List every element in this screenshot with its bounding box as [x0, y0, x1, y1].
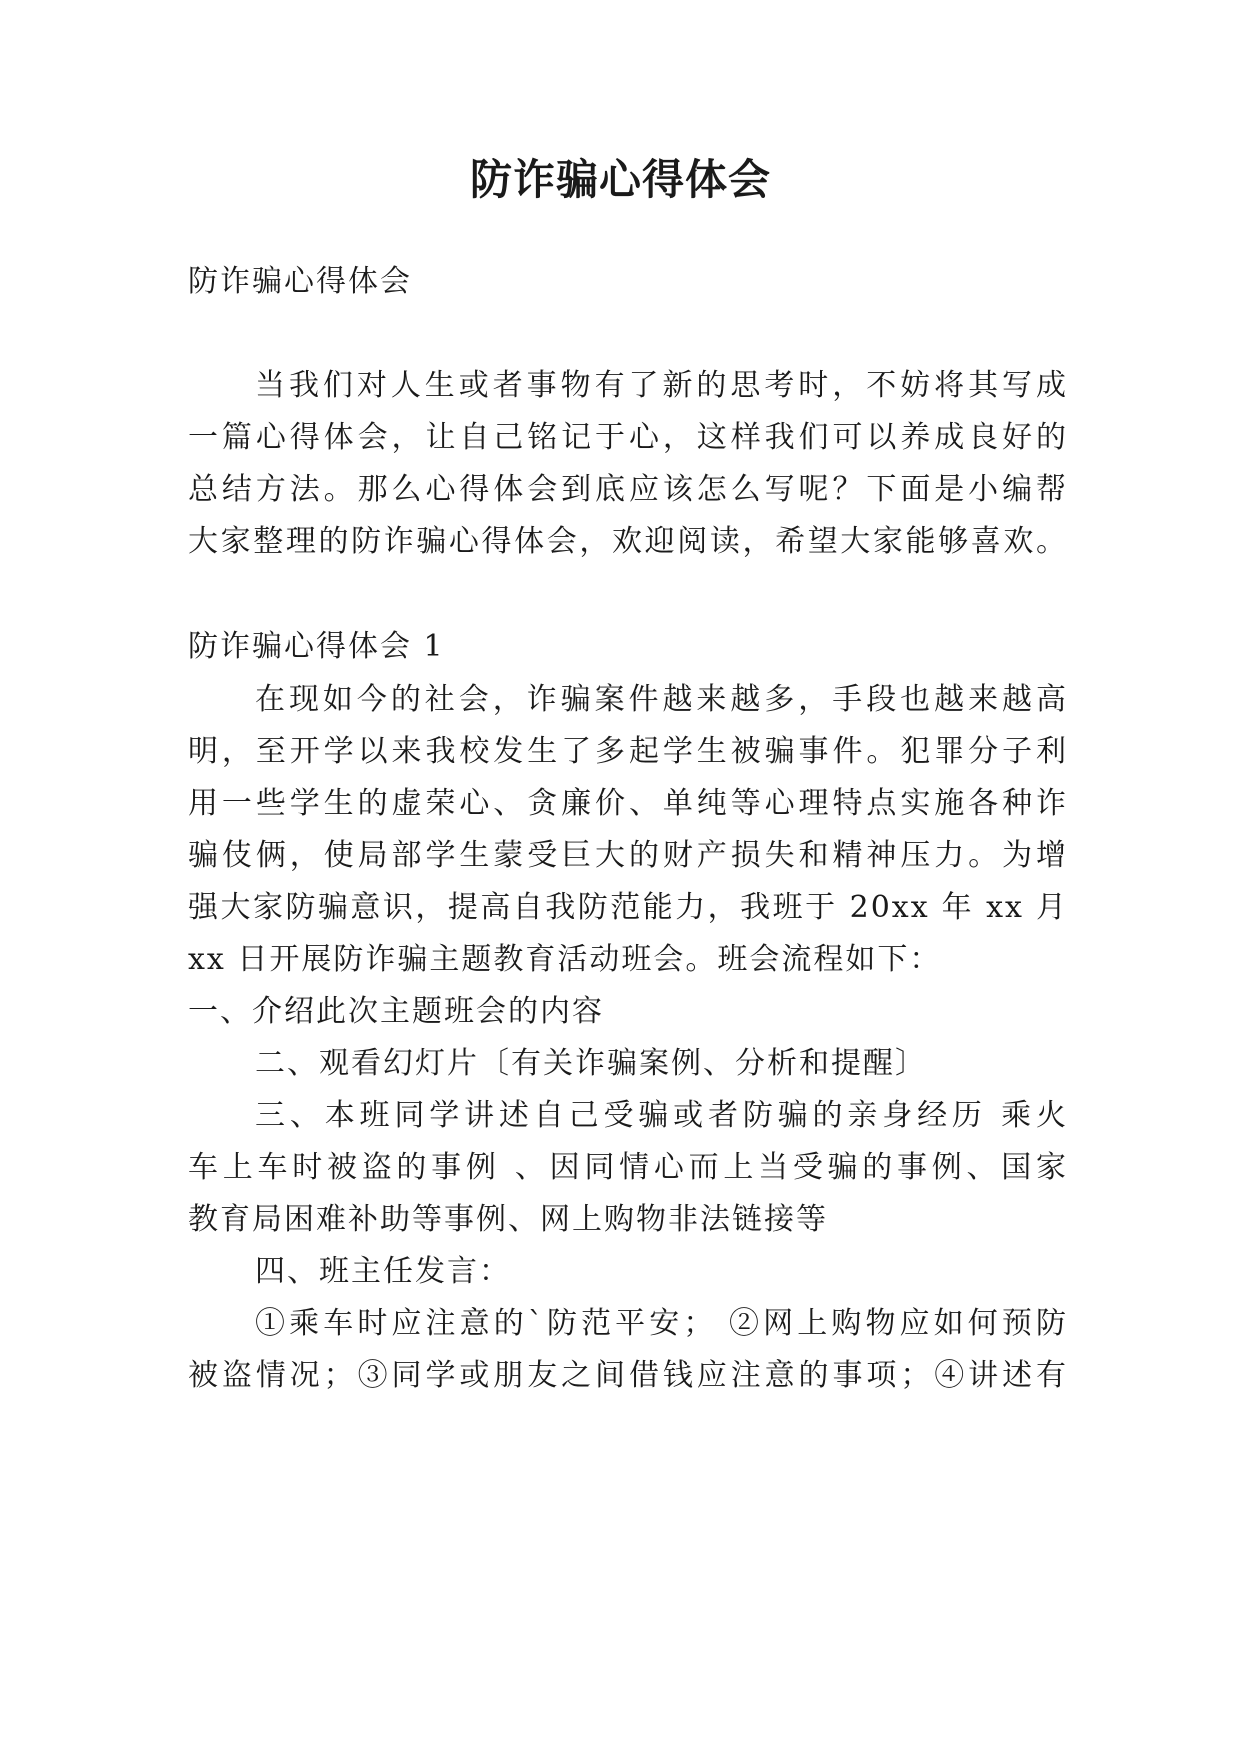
list-item-continuation: 车上车时被盗的事例 、因同情心而上当受骗的事例、国家 [188, 1150, 1068, 1185]
paragraph-line: 骗伎俩，使局部学生蒙受巨大的财产损失和精神压力。为增 [188, 838, 1068, 873]
list-item-detail: ①乘车时应注意的`防范平安； ②网上购物应如何预防 [255, 1306, 1068, 1341]
intro-line: 总结方法。那么心得体会到底应该怎么写呢？下面是小编帮 [188, 472, 1068, 507]
list-item: 三、本班同学讲述自己受骗或者防骗的亲身经历 乘火 [255, 1098, 1068, 1133]
list-item: 二、观看幻灯片〔有关诈骗案例、分析和提醒〕 [255, 1046, 927, 1081]
paragraph-line: 强大家防骗意识，提高自我防范能力，我班于 20xx 年 xx 月 [188, 890, 1068, 925]
list-item: 一、介绍此次主题班会的内容 [188, 994, 604, 1029]
list-item-detail: 被盗情况；③同学或朋友之间借钱应注意的事项；④讲述有 [188, 1358, 1068, 1393]
intro-line: 当我们对人生或者事物有了新的思考时，不妨将其写成 [255, 368, 1068, 403]
section-heading: 防诈骗心得体会 1 [188, 629, 445, 664]
intro-line: 大家整理的防诈骗心得体会，欢迎阅读，希望大家能够喜欢。 [188, 524, 1068, 559]
document-subtitle: 防诈骗心得体会 [188, 264, 412, 299]
list-item: 四、班主任发言： [255, 1254, 511, 1289]
list-item-continuation: 教育局困难补助等事例、网上购物非法链接等 [188, 1202, 828, 1237]
document-title: 防诈骗心得体会 [469, 155, 771, 204]
paragraph-line: xx 日开展防诈骗主题教育活动班会。班会流程如下： [188, 942, 942, 977]
paragraph-line: 在现如今的社会，诈骗案件越来越多，手段也越来越高 [255, 682, 1068, 717]
paragraph-line: 用一些学生的虚荣心、贪廉价、单纯等心理特点实施各种诈 [188, 786, 1068, 821]
paragraph-line: 明，至开学以来我校发生了多起学生被骗事件。犯罪分子利 [188, 734, 1068, 769]
intro-line: 一篇心得体会，让自己铭记于心，这样我们可以养成良好的 [188, 420, 1068, 455]
